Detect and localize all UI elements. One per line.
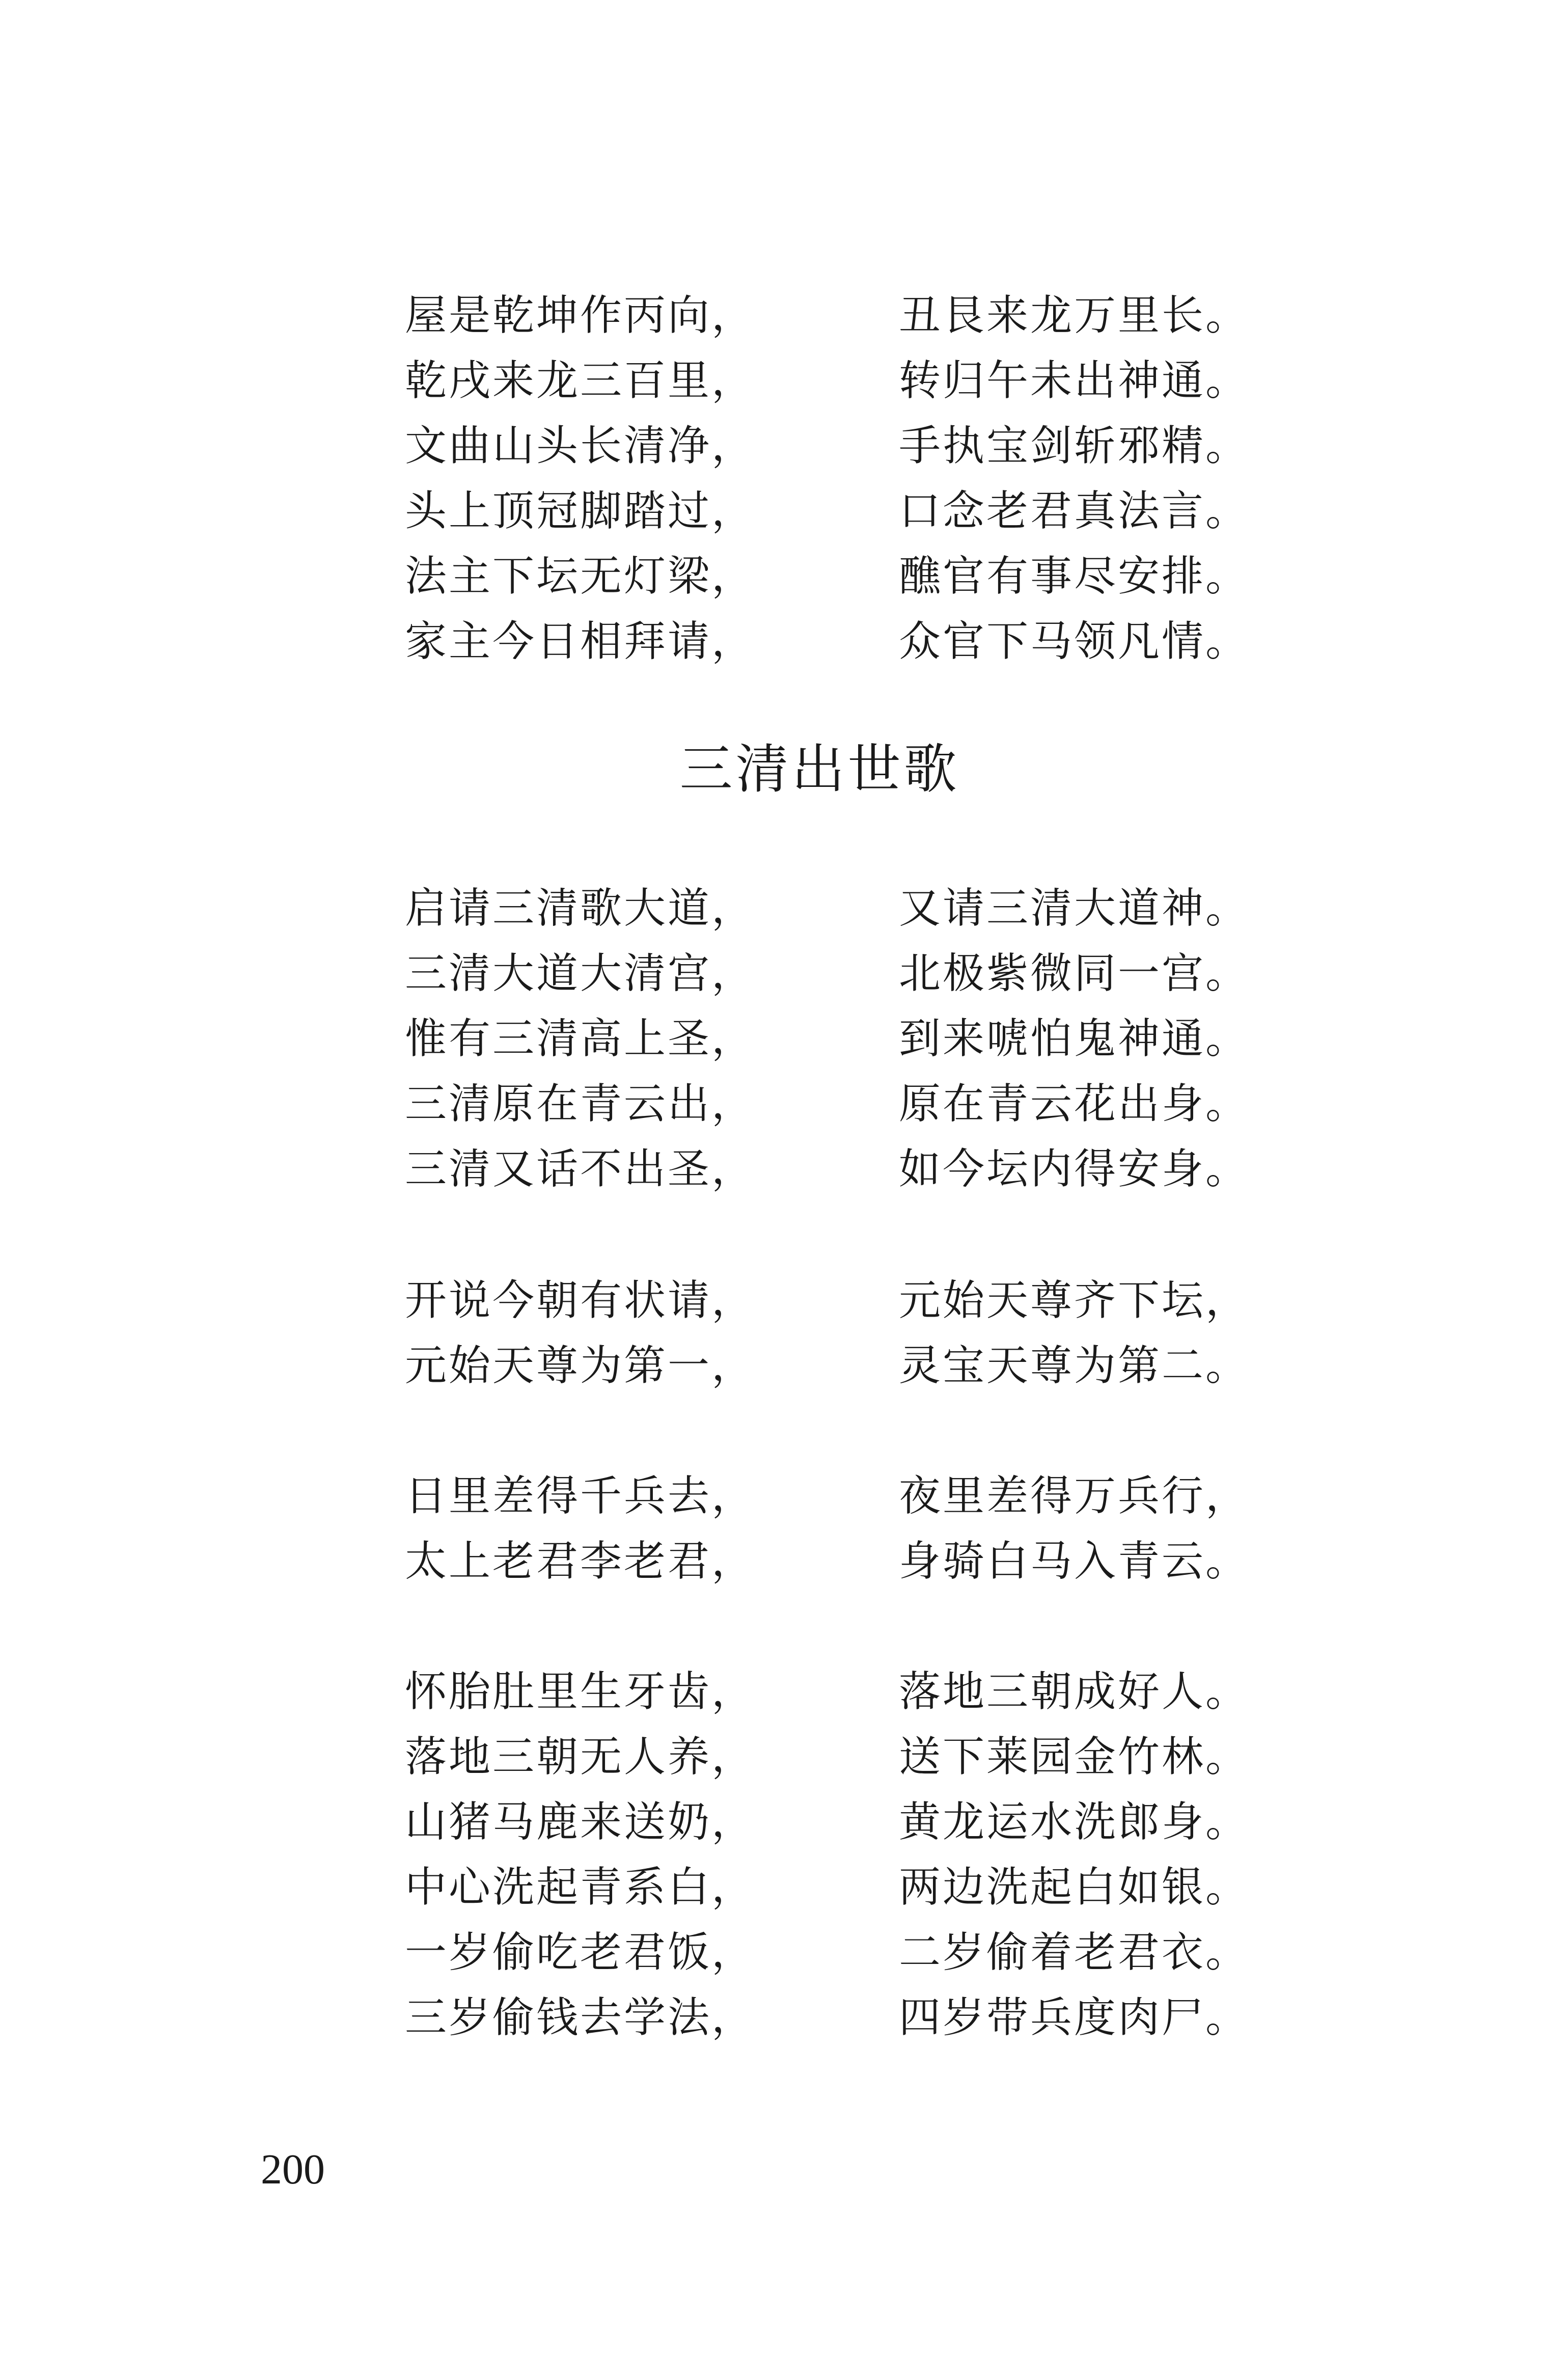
verse-line-right: 落地三朝成好人。 <box>899 1668 1250 1716</box>
verse-line-right: 灵宝天尊为第二。 <box>899 1342 1250 1390</box>
verse-line-left: 屋是乾坤作丙向， <box>405 291 756 340</box>
page-number: 200 <box>261 2146 325 2193</box>
verse-line <box>405 414 1250 479</box>
verse-line-right: 二岁偷着老君衣。 <box>899 1928 1250 1977</box>
verse-stanza <box>405 876 1250 1202</box>
verse-line <box>405 1920 1250 1985</box>
verse-line-right: 醮官有事尽安排。 <box>899 552 1250 600</box>
verse-stanza <box>405 1268 1250 1399</box>
verse-line-right: 转归午未出神通。 <box>899 357 1250 405</box>
verse-line-left: 中心洗起青系白， <box>405 1863 756 1911</box>
verse-line-left: 启请三清歌大道， <box>405 884 756 933</box>
verse-line-left: 落地三朝无人养， <box>405 1733 756 1781</box>
verse-line <box>405 1464 1250 1529</box>
verse-line-right: 众官下马领凡情。 <box>899 617 1250 666</box>
verse-line <box>405 283 1250 348</box>
verse-line <box>405 1659 1250 1725</box>
verse-line-left: 开说今朝有状请， <box>405 1276 756 1325</box>
section-heading: 三清出世歌 <box>679 738 960 800</box>
verse-line-right: 如今坛内得安身。 <box>899 1145 1250 1193</box>
verse-line <box>405 1268 1250 1333</box>
verse-line <box>405 544 1250 609</box>
verse-line-left: 乾戌来龙三百里， <box>405 357 756 405</box>
verse-line <box>405 479 1250 544</box>
verse-line-right: 身骑白马入青云。 <box>899 1537 1250 1586</box>
verse-line-left: 元始天尊为第一， <box>405 1342 756 1390</box>
verse-line <box>405 1985 1250 2051</box>
verse-line-right: 送下莱园金竹林。 <box>899 1733 1250 1781</box>
verse-line <box>405 1137 1250 1202</box>
verse-stanza <box>405 1464 1250 1594</box>
verse-line <box>405 1790 1250 1855</box>
verse-line-left: 家主今日相拜请， <box>405 617 756 666</box>
verse-stanza <box>405 1659 1250 2051</box>
verse-line-right: 口念老君真法言。 <box>899 487 1250 535</box>
verse-line-left: 怀胎肚里生牙齿， <box>405 1668 756 1716</box>
verse-stanza <box>405 283 1250 674</box>
verse-line-left: 惟有三清高上圣， <box>405 1015 756 1063</box>
verse-line-right: 到来唬怕鬼神通。 <box>899 1015 1250 1063</box>
verse-line-right: 黄龙运水洗郎身。 <box>899 1798 1250 1846</box>
verse-line <box>405 1006 1250 1072</box>
verse-line-left: 一岁偷吃老君饭， <box>405 1928 756 1977</box>
verse-line-left: 三清又话不出圣， <box>405 1145 756 1193</box>
verse-line-right: 原在青云花出身。 <box>899 1080 1250 1128</box>
verse-line-left: 头上顶冠脚踏过， <box>405 487 756 535</box>
verse-line-left: 太上老君李老君， <box>405 1537 756 1586</box>
verse-line <box>405 348 1250 414</box>
verse-line-right: 又请三清大道神。 <box>899 884 1250 933</box>
verse-line-right: 夜里差得万兵行， <box>899 1472 1250 1520</box>
verse-line <box>405 1855 1250 1920</box>
verse-line <box>405 876 1250 941</box>
verse-line-left: 日里差得千兵去， <box>405 1472 756 1520</box>
verse-line-right: 四岁带兵度肉尸。 <box>899 1993 1250 2042</box>
verse-line-left: 山猪马鹿来送奶， <box>405 1798 756 1846</box>
verse-line <box>405 941 1250 1006</box>
verse-line-right: 丑艮来龙万里长。 <box>899 291 1250 340</box>
verse-line-right: 元始天尊齐下坛， <box>899 1276 1250 1325</box>
verse-line <box>405 609 1250 674</box>
verse-line <box>405 1725 1250 1790</box>
verse-line-left: 文曲山头长清净， <box>405 422 756 470</box>
verse-line-left: 三清大道大清宫， <box>405 949 756 998</box>
verse-line-left: 三岁偷钱去学法， <box>405 1993 756 2042</box>
verse-line-left: 法主下坛无灯梁， <box>405 552 756 600</box>
verse-line-right: 手执宝剑斩邪精。 <box>899 422 1250 470</box>
verse-line-left: 三清原在青云出， <box>405 1080 756 1128</box>
verse-line <box>405 1072 1250 1137</box>
verse-line <box>405 1333 1250 1399</box>
verse-line-right: 北极紫微同一宫。 <box>899 949 1250 998</box>
verse-line <box>405 1529 1250 1594</box>
verse-line-right: 两边洗起白如银。 <box>899 1863 1250 1911</box>
